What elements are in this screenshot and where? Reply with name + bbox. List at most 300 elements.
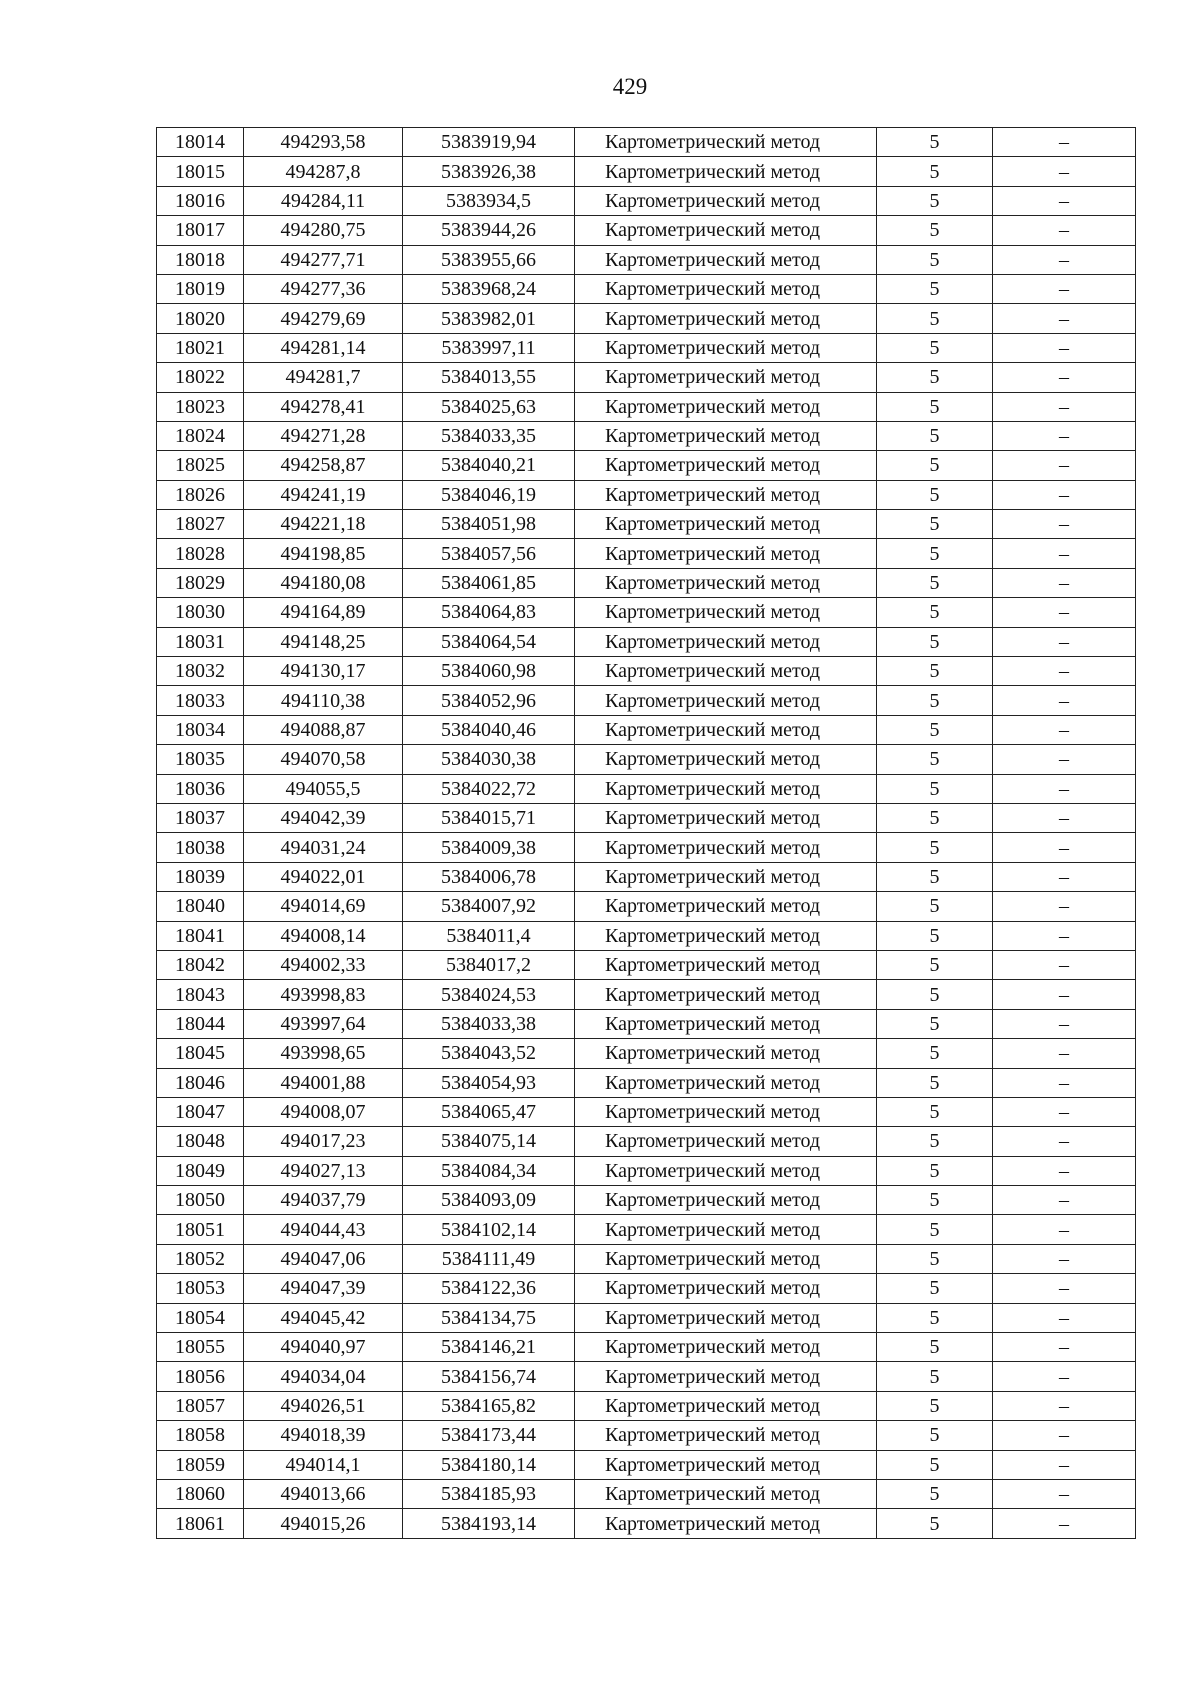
y-coordinate-cell: 5384040,46 <box>403 715 575 744</box>
method-cell: Картометрический метод <box>575 1479 877 1508</box>
table-row <box>157 1509 1136 1538</box>
table-row <box>157 715 1136 744</box>
method-cell: Картометрический метод <box>575 833 877 862</box>
table-row <box>157 862 1136 891</box>
method-cell: Картометрический метод <box>575 157 877 186</box>
accuracy-cell: 5 <box>877 1421 993 1450</box>
point-number-cell: 18056 <box>157 1362 244 1391</box>
description-cell: – <box>993 715 1136 744</box>
x-coordinate-cell: 494022,01 <box>244 862 403 891</box>
description-cell: – <box>993 568 1136 597</box>
y-coordinate-cell: 5384017,2 <box>403 950 575 979</box>
point-number-cell: 18041 <box>157 921 244 950</box>
table-row <box>157 186 1136 215</box>
x-coordinate-cell: 494044,43 <box>244 1215 403 1244</box>
point-number-cell: 18024 <box>157 421 244 450</box>
table-row <box>157 1274 1136 1303</box>
description-cell: – <box>993 1509 1136 1538</box>
accuracy-cell: 5 <box>877 950 993 979</box>
method-cell: Картометрический метод <box>575 480 877 509</box>
method-cell: Картометрический метод <box>575 803 877 832</box>
method-cell: Картометрический метод <box>575 421 877 450</box>
table-row <box>157 1479 1136 1508</box>
accuracy-cell: 5 <box>877 1274 993 1303</box>
y-coordinate-cell: 5384025,63 <box>403 392 575 421</box>
x-coordinate-cell: 494110,38 <box>244 686 403 715</box>
description-cell: – <box>993 1274 1136 1303</box>
y-coordinate-cell: 5384146,21 <box>403 1333 575 1362</box>
y-coordinate-cell: 5384193,14 <box>403 1509 575 1538</box>
x-coordinate-cell: 494271,28 <box>244 421 403 450</box>
x-coordinate-cell: 493998,83 <box>244 980 403 1009</box>
x-coordinate-cell: 494001,88 <box>244 1068 403 1097</box>
y-coordinate-cell: 5384015,71 <box>403 803 575 832</box>
method-cell: Картометрический метод <box>575 980 877 1009</box>
y-coordinate-cell: 5383982,01 <box>403 304 575 333</box>
method-cell: Картометрический метод <box>575 274 877 303</box>
description-cell: – <box>993 333 1136 362</box>
y-coordinate-cell: 5384111,49 <box>403 1244 575 1273</box>
method-cell: Картометрический метод <box>575 627 877 656</box>
method-cell: Картометрический метод <box>575 1097 877 1126</box>
y-coordinate-cell: 5384051,98 <box>403 510 575 539</box>
table-row <box>157 1127 1136 1156</box>
description-cell: – <box>993 480 1136 509</box>
table-row <box>157 304 1136 333</box>
x-coordinate-cell: 494040,97 <box>244 1333 403 1362</box>
method-cell: Картометрический метод <box>575 1068 877 1097</box>
method-cell: Картометрический метод <box>575 1391 877 1420</box>
y-coordinate-cell: 5383968,24 <box>403 274 575 303</box>
point-number-cell: 18017 <box>157 216 244 245</box>
x-coordinate-cell: 494278,41 <box>244 392 403 421</box>
point-number-cell: 18046 <box>157 1068 244 1097</box>
table-row <box>157 1068 1136 1097</box>
y-coordinate-cell: 5383944,26 <box>403 216 575 245</box>
y-coordinate-cell: 5384046,19 <box>403 480 575 509</box>
x-coordinate-cell: 494221,18 <box>244 510 403 539</box>
x-coordinate-cell: 494008,14 <box>244 921 403 950</box>
table-row <box>157 539 1136 568</box>
description-cell: – <box>993 1215 1136 1244</box>
description-cell: – <box>993 539 1136 568</box>
method-cell: Картометрический метод <box>575 1333 877 1362</box>
accuracy-cell: 5 <box>877 245 993 274</box>
point-number-cell: 18049 <box>157 1156 244 1185</box>
x-coordinate-cell: 494280,75 <box>244 216 403 245</box>
table-row <box>157 1244 1136 1273</box>
accuracy-cell: 5 <box>877 304 993 333</box>
point-number-cell: 18033 <box>157 686 244 715</box>
x-coordinate-cell: 494281,14 <box>244 333 403 362</box>
point-number-cell: 18032 <box>157 657 244 686</box>
table-row <box>157 1156 1136 1185</box>
accuracy-cell: 5 <box>877 392 993 421</box>
x-coordinate-cell: 494014,1 <box>244 1450 403 1479</box>
point-number-cell: 18042 <box>157 950 244 979</box>
point-number-cell: 18061 <box>157 1509 244 1538</box>
method-cell: Картометрический метод <box>575 950 877 979</box>
description-cell: – <box>993 216 1136 245</box>
accuracy-cell: 5 <box>877 1391 993 1420</box>
accuracy-cell: 5 <box>877 1303 993 1332</box>
y-coordinate-cell: 5384065,47 <box>403 1097 575 1126</box>
table-row <box>157 657 1136 686</box>
table-row <box>157 803 1136 832</box>
point-number-cell: 18048 <box>157 1127 244 1156</box>
x-coordinate-cell: 493998,65 <box>244 1039 403 1068</box>
method-cell: Картометрический метод <box>575 1186 877 1215</box>
description-cell: – <box>993 1244 1136 1273</box>
point-number-cell: 18044 <box>157 1009 244 1038</box>
point-number-cell: 18050 <box>157 1186 244 1215</box>
accuracy-cell: 5 <box>877 1362 993 1391</box>
method-cell: Картометрический метод <box>575 745 877 774</box>
accuracy-cell: 5 <box>877 833 993 862</box>
method-cell: Картометрический метод <box>575 1009 877 1038</box>
accuracy-cell: 5 <box>877 216 993 245</box>
description-cell: – <box>993 686 1136 715</box>
accuracy-cell: 5 <box>877 274 993 303</box>
x-coordinate-cell: 494027,13 <box>244 1156 403 1185</box>
y-coordinate-cell: 5384054,93 <box>403 1068 575 1097</box>
description-cell: – <box>993 1009 1136 1038</box>
x-coordinate-cell: 494031,24 <box>244 833 403 862</box>
point-number-cell: 18045 <box>157 1039 244 1068</box>
point-number-cell: 18057 <box>157 1391 244 1420</box>
table-row <box>157 245 1136 274</box>
x-coordinate-cell: 494013,66 <box>244 1479 403 1508</box>
method-cell: Картометрический метод <box>575 128 877 157</box>
description-cell: – <box>993 803 1136 832</box>
x-coordinate-cell: 494164,89 <box>244 598 403 627</box>
accuracy-cell: 5 <box>877 1156 993 1185</box>
description-cell: – <box>993 833 1136 862</box>
description-cell: – <box>993 1186 1136 1215</box>
table-row <box>157 1421 1136 1450</box>
x-coordinate-cell: 494198,85 <box>244 539 403 568</box>
y-coordinate-cell: 5384011,4 <box>403 921 575 950</box>
x-coordinate-cell: 494241,19 <box>244 480 403 509</box>
x-coordinate-cell: 494277,71 <box>244 245 403 274</box>
description-cell: – <box>993 274 1136 303</box>
method-cell: Картометрический метод <box>575 892 877 921</box>
description-cell: – <box>993 1333 1136 1362</box>
accuracy-cell: 5 <box>877 157 993 186</box>
y-coordinate-cell: 5384075,14 <box>403 1127 575 1156</box>
table-row <box>157 774 1136 803</box>
x-coordinate-cell: 494180,08 <box>244 568 403 597</box>
accuracy-cell: 5 <box>877 363 993 392</box>
method-cell: Картометрический метод <box>575 1156 877 1185</box>
description-cell: – <box>993 862 1136 891</box>
table-row <box>157 392 1136 421</box>
table-row <box>157 950 1136 979</box>
description-cell: – <box>993 128 1136 157</box>
x-coordinate-cell: 493997,64 <box>244 1009 403 1038</box>
y-coordinate-cell: 5384057,56 <box>403 539 575 568</box>
x-coordinate-cell: 494279,69 <box>244 304 403 333</box>
y-coordinate-cell: 5384134,75 <box>403 1303 575 1332</box>
method-cell: Картометрический метод <box>575 1450 877 1479</box>
point-number-cell: 18043 <box>157 980 244 1009</box>
table-row <box>157 1333 1136 1362</box>
description-cell: – <box>993 598 1136 627</box>
point-number-cell: 18016 <box>157 186 244 215</box>
description-cell: – <box>993 1068 1136 1097</box>
accuracy-cell: 5 <box>877 480 993 509</box>
point-number-cell: 18015 <box>157 157 244 186</box>
method-cell: Картометрический метод <box>575 862 877 891</box>
x-coordinate-cell: 494130,17 <box>244 657 403 686</box>
accuracy-cell: 5 <box>877 980 993 1009</box>
description-cell: – <box>993 1362 1136 1391</box>
y-coordinate-cell: 5384033,35 <box>403 421 575 450</box>
table-row <box>157 480 1136 509</box>
point-number-cell: 18036 <box>157 774 244 803</box>
description-cell: – <box>993 186 1136 215</box>
y-coordinate-cell: 5384165,82 <box>403 1391 575 1420</box>
method-cell: Картометрический метод <box>575 1039 877 1068</box>
accuracy-cell: 5 <box>877 186 993 215</box>
x-coordinate-cell: 494018,39 <box>244 1421 403 1450</box>
description-cell: – <box>993 392 1136 421</box>
point-number-cell: 18058 <box>157 1421 244 1450</box>
y-coordinate-cell: 5384052,96 <box>403 686 575 715</box>
x-coordinate-cell: 494042,39 <box>244 803 403 832</box>
accuracy-cell: 5 <box>877 1127 993 1156</box>
y-coordinate-cell: 5384043,52 <box>403 1039 575 1068</box>
method-cell: Картометрический метод <box>575 510 877 539</box>
accuracy-cell: 5 <box>877 1068 993 1097</box>
description-cell: – <box>993 1039 1136 1068</box>
table-row <box>157 510 1136 539</box>
accuracy-cell: 5 <box>877 568 993 597</box>
y-coordinate-cell: 5384013,55 <box>403 363 575 392</box>
description-cell: – <box>993 421 1136 450</box>
y-coordinate-cell: 5384040,21 <box>403 451 575 480</box>
method-cell: Картометрический метод <box>575 1421 877 1450</box>
description-cell: – <box>993 1127 1136 1156</box>
method-cell: Картометрический метод <box>575 1215 877 1244</box>
x-coordinate-cell: 494037,79 <box>244 1186 403 1215</box>
description-cell: – <box>993 1479 1136 1508</box>
point-number-cell: 18059 <box>157 1450 244 1479</box>
y-coordinate-cell: 5383934,5 <box>403 186 575 215</box>
method-cell: Картометрический метод <box>575 921 877 950</box>
description-cell: – <box>993 921 1136 950</box>
x-coordinate-cell: 494284,11 <box>244 186 403 215</box>
x-coordinate-cell: 494277,36 <box>244 274 403 303</box>
accuracy-cell: 5 <box>877 1097 993 1126</box>
y-coordinate-cell: 5384180,14 <box>403 1450 575 1479</box>
table-row <box>157 1186 1136 1215</box>
accuracy-cell: 5 <box>877 451 993 480</box>
description-cell: – <box>993 451 1136 480</box>
point-number-cell: 18023 <box>157 392 244 421</box>
point-number-cell: 18051 <box>157 1215 244 1244</box>
point-number-cell: 18055 <box>157 1333 244 1362</box>
y-coordinate-cell: 5384064,54 <box>403 627 575 656</box>
point-number-cell: 18025 <box>157 451 244 480</box>
point-number-cell: 18037 <box>157 803 244 832</box>
method-cell: Картометрический метод <box>575 392 877 421</box>
description-cell: – <box>993 1421 1136 1450</box>
point-number-cell: 18060 <box>157 1479 244 1508</box>
accuracy-cell: 5 <box>877 1450 993 1479</box>
accuracy-cell: 5 <box>877 1479 993 1508</box>
point-number-cell: 18030 <box>157 598 244 627</box>
y-coordinate-cell: 5383997,11 <box>403 333 575 362</box>
y-coordinate-cell: 5384084,34 <box>403 1156 575 1185</box>
y-coordinate-cell: 5383919,94 <box>403 128 575 157</box>
coordinates-table-body <box>157 128 1136 1539</box>
table-row <box>157 980 1136 1009</box>
description-cell: – <box>993 892 1136 921</box>
point-number-cell: 18054 <box>157 1303 244 1332</box>
table-row <box>157 1391 1136 1420</box>
x-coordinate-cell: 494045,42 <box>244 1303 403 1332</box>
description-cell: – <box>993 1156 1136 1185</box>
table-row <box>157 745 1136 774</box>
method-cell: Картометрический метод <box>575 1274 877 1303</box>
point-number-cell: 18034 <box>157 715 244 744</box>
table-row <box>157 833 1136 862</box>
y-coordinate-cell: 5384061,85 <box>403 568 575 597</box>
description-cell: – <box>993 980 1136 1009</box>
table-row <box>157 451 1136 480</box>
accuracy-cell: 5 <box>877 892 993 921</box>
accuracy-cell: 5 <box>877 539 993 568</box>
method-cell: Картометрический метод <box>575 304 877 333</box>
accuracy-cell: 5 <box>877 657 993 686</box>
method-cell: Картометрический метод <box>575 363 877 392</box>
method-cell: Картометрический метод <box>575 186 877 215</box>
page-number: 429 <box>612 74 648 99</box>
x-coordinate-cell: 494293,58 <box>244 128 403 157</box>
table-row <box>157 274 1136 303</box>
point-number-cell: 18053 <box>157 1274 244 1303</box>
x-coordinate-cell: 494047,06 <box>244 1244 403 1273</box>
point-number-cell: 18021 <box>157 333 244 362</box>
x-coordinate-cell: 494002,33 <box>244 950 403 979</box>
description-cell: – <box>993 627 1136 656</box>
table-row <box>157 363 1136 392</box>
table-row <box>157 1215 1136 1244</box>
table-row <box>157 892 1136 921</box>
method-cell: Картометрический метод <box>575 568 877 597</box>
method-cell: Картометрический метод <box>575 333 877 362</box>
x-coordinate-cell: 494047,39 <box>244 1274 403 1303</box>
x-coordinate-cell: 494014,69 <box>244 892 403 921</box>
method-cell: Картометрический метод <box>575 657 877 686</box>
y-coordinate-cell: 5383926,38 <box>403 157 575 186</box>
accuracy-cell: 5 <box>877 421 993 450</box>
method-cell: Картометрический метод <box>575 774 877 803</box>
description-cell: – <box>993 245 1136 274</box>
method-cell: Картометрический метод <box>575 1244 877 1273</box>
point-number-cell: 18019 <box>157 274 244 303</box>
accuracy-cell: 5 <box>877 921 993 950</box>
accuracy-cell: 5 <box>877 1039 993 1068</box>
description-cell: – <box>993 774 1136 803</box>
table-row <box>157 1097 1136 1126</box>
accuracy-cell: 5 <box>877 1244 993 1273</box>
table-row <box>157 216 1136 245</box>
y-coordinate-cell: 5384156,74 <box>403 1362 575 1391</box>
x-coordinate-cell: 494017,23 <box>244 1127 403 1156</box>
x-coordinate-cell: 494070,58 <box>244 745 403 774</box>
accuracy-cell: 5 <box>877 627 993 656</box>
x-coordinate-cell: 494281,7 <box>244 363 403 392</box>
y-coordinate-cell: 5384033,38 <box>403 1009 575 1038</box>
description-cell: – <box>993 950 1136 979</box>
y-coordinate-cell: 5384173,44 <box>403 1421 575 1450</box>
accuracy-cell: 5 <box>877 333 993 362</box>
table-row <box>157 1450 1136 1479</box>
point-number-cell: 18018 <box>157 245 244 274</box>
point-number-cell: 18022 <box>157 363 244 392</box>
y-coordinate-cell: 5383955,66 <box>403 245 575 274</box>
accuracy-cell: 5 <box>877 803 993 832</box>
accuracy-cell: 5 <box>877 1009 993 1038</box>
point-number-cell: 18052 <box>157 1244 244 1273</box>
y-coordinate-cell: 5384122,36 <box>403 1274 575 1303</box>
y-coordinate-cell: 5384030,38 <box>403 745 575 774</box>
method-cell: Картометрический метод <box>575 1509 877 1538</box>
table-row <box>157 157 1136 186</box>
x-coordinate-cell: 494287,8 <box>244 157 403 186</box>
accuracy-cell: 5 <box>877 862 993 891</box>
accuracy-cell: 5 <box>877 745 993 774</box>
point-number-cell: 18028 <box>157 539 244 568</box>
table-row <box>157 598 1136 627</box>
table-row <box>157 333 1136 362</box>
description-cell: – <box>993 1303 1136 1332</box>
description-cell: – <box>993 304 1136 333</box>
table-row <box>157 1303 1136 1332</box>
table-row <box>157 1009 1136 1038</box>
y-coordinate-cell: 5384102,14 <box>403 1215 575 1244</box>
accuracy-cell: 5 <box>877 1509 993 1538</box>
method-cell: Картометрический метод <box>575 715 877 744</box>
description-cell: – <box>993 1391 1136 1420</box>
description-cell: – <box>993 1450 1136 1479</box>
point-number-cell: 18020 <box>157 304 244 333</box>
table-row <box>157 421 1136 450</box>
table-row <box>157 568 1136 597</box>
x-coordinate-cell: 494055,5 <box>244 774 403 803</box>
y-coordinate-cell: 5384007,92 <box>403 892 575 921</box>
accuracy-cell: 5 <box>877 715 993 744</box>
y-coordinate-cell: 5384024,53 <box>403 980 575 1009</box>
y-coordinate-cell: 5384064,83 <box>403 598 575 627</box>
table-row <box>157 921 1136 950</box>
y-coordinate-cell: 5384185,93 <box>403 1479 575 1508</box>
table-row <box>157 128 1136 157</box>
method-cell: Картометрический метод <box>575 539 877 568</box>
x-coordinate-cell: 494088,87 <box>244 715 403 744</box>
table-row <box>157 627 1136 656</box>
accuracy-cell: 5 <box>877 1333 993 1362</box>
table-row <box>157 1362 1136 1391</box>
point-number-cell: 18038 <box>157 833 244 862</box>
x-coordinate-cell: 494148,25 <box>244 627 403 656</box>
table-row <box>157 1039 1136 1068</box>
description-cell: – <box>993 1097 1136 1126</box>
method-cell: Картометрический метод <box>575 1303 877 1332</box>
point-number-cell: 18040 <box>157 892 244 921</box>
